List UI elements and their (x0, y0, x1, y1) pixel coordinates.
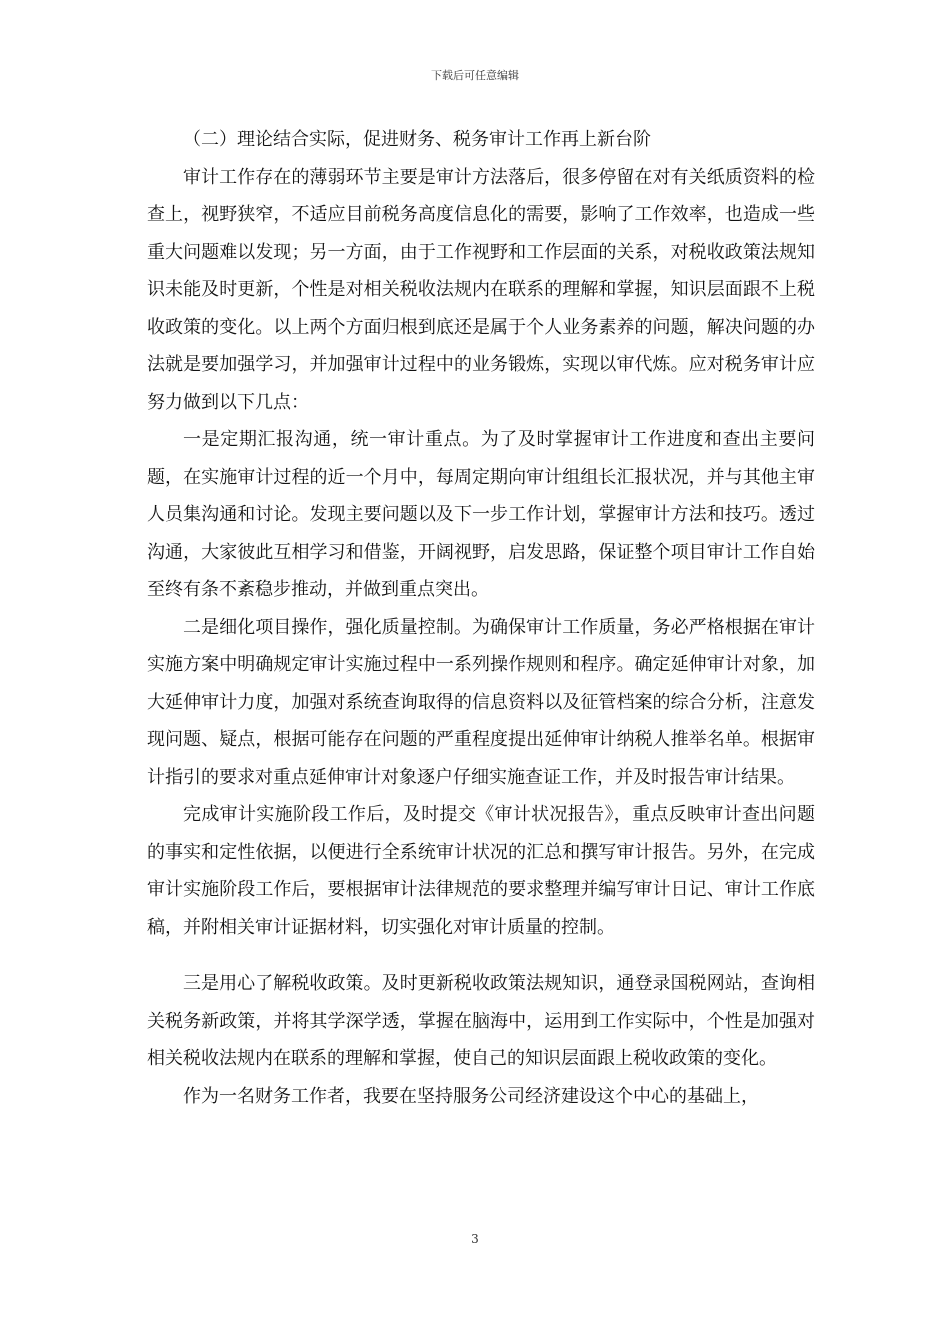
paragraph-2: 一是定期汇报沟通，统一审计重点。为了及时掌握审计工作进度和查出主要问题，在实施审计过程的近一个月中，每周定期向审计组组长汇报状况，并与其他主审人员集沟通和讨论。发现主要问题以及下一步工作计划，掌握审计方法和技巧。透过沟通，大家彼此互相学习和借鉴，开阔视野，启发思路，保证整个项目审计工作自始至终有条不紊稳步推动，并做到重点突出。 (147, 429, 815, 600)
paragraph-6: 作为一名财务工作者，我要在坚持服务公司经济建设这个中心的基础上， (183, 1085, 759, 1107)
paragraph-5: 三是用心了解税收政策。及时更新税收政策法规知识，通登录国税网站，查询相关税务新政策，并将其学深学透，掌握在脑海中，运用到工作实际中，个性是加强对相关税收法规内在联系的理解和掌握，使自己的知识层面跟上税收政策的变化。 (147, 973, 815, 1069)
paragraph-1: 审计工作存在的薄弱环节主要是审计方法落后，很多停留在对有关纸质资料的检查上，视野狭窄，不适应目前税务高度信息化的需要，影响了工作效率，也造成一些重大问题难以发现；另一方面，由于工作视野和工作层面的关系，对税收政策法规知识未能及时更新，个性是对相关税收法规内在联系的理解和掌握，知识层面跟不上税收政策的变化。以上两个方面归根到底还是属于个人业务素养的问题，解决问题的办法就是要加强学习，并加强审计过程中的业务锻炼，实现以审代炼。应对税务审计应努力做到以下几点： (147, 166, 815, 413)
section-heading: （二）理论结合实际，促进财务、税务审计工作再上新台阶 (183, 129, 651, 150)
document-body (147, 121, 815, 1115)
page-header: 下载后可任意编辑 (431, 69, 519, 82)
paragraph-4: 完成审计实施阶段工作后，及时提交《审计状况报告》，重点反映审计查出问题的事实和定性依据，以便进行全系统审计状况的汇总和撰写审计报告。另外，在完成审计实施阶段工作后，要根据审计法律规范的要求整理并编写审计日记、审计工作底稿，并附相关审计证据材料，切实强化对审计质量的控制。 (147, 804, 815, 938)
page-number: 3 (471, 1232, 479, 1246)
paragraph-gap (147, 946, 815, 965)
paragraph-3: 二是细化项目操作，强化质量控制。为确保审计工作质量，务必严格根据在审计实施方案中明确规定审计实施过程中一系列操作规则和程序。确定延伸审计对象，加大延伸审计力度，加强对系统查询取得的信息资料以及征管档案的综合分析，注意发现问题、疑点，根据可能存在问题的严重程度提出延伸审计纳税人推举名单。根据审计指引的要求对重点延伸审计对象逐户仔细实施查证工作，并及时报告审计结果。 (147, 616, 815, 788)
